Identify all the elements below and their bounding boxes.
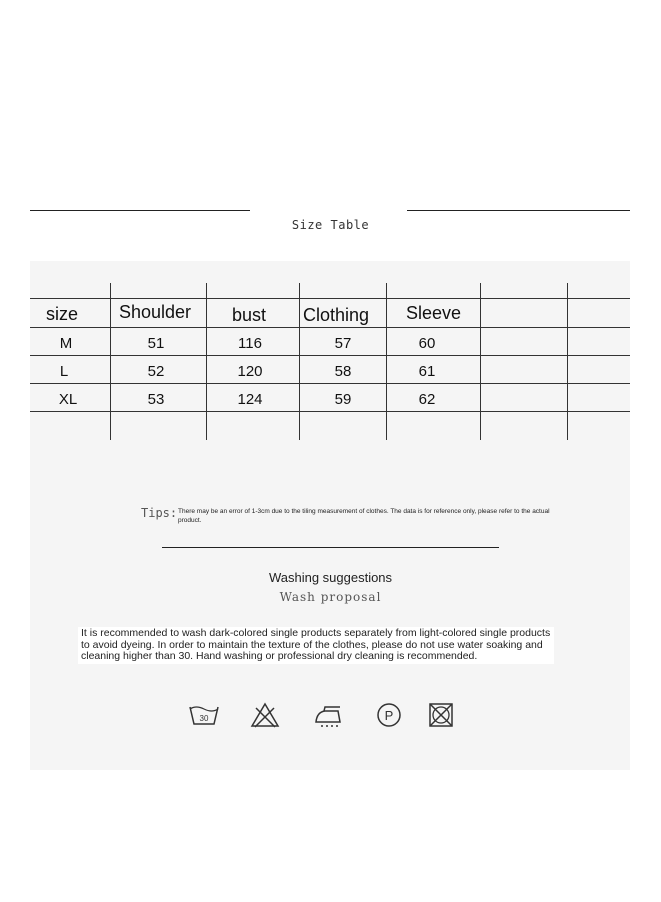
cell-bust: 124 — [237, 391, 263, 408]
header-shoulder: Shoulder — [119, 302, 192, 322]
tips-label: Tips: — [141, 506, 178, 520]
washing-body: It is recommended to wash dark-colored single products separately from light-colored single products to avoid dyeing. In order to maintain the texture of the clothes, please do not use water soaking and cleaning higher than 30. Hand washing or professional dry cleaning is recommended. — [78, 627, 554, 664]
cell-size: L — [59, 363, 69, 380]
cell-shoulder: 51 — [147, 335, 165, 352]
wash-temperature-label: 30 — [199, 714, 209, 723]
table-column-rule — [480, 283, 481, 440]
cell-clothing: 59 — [334, 391, 352, 408]
header-clothing: Clothing — [303, 305, 370, 325]
cell-sleeve: 61 — [418, 363, 436, 380]
washing-subtitle: Wash proposal — [279, 590, 382, 604]
wash-30-icon — [187, 700, 221, 730]
tips-text: There may be an error of 1-3cm due to the tiling measurement of clothes. The data is for reference only, please refer to the actual product. — [178, 508, 550, 524]
iron-icon — [312, 700, 346, 730]
cell-size: XL — [58, 391, 78, 408]
no-tumble-dry-icon — [424, 700, 458, 730]
cell-clothing: 58 — [334, 363, 352, 380]
table-rule — [30, 355, 630, 356]
dry-clean-letter: P — [384, 708, 394, 723]
header-bust: bust — [232, 305, 267, 325]
cell-bust: 120 — [237, 363, 263, 380]
table-column-rule — [110, 283, 111, 440]
cell-sleeve: 60 — [418, 335, 436, 352]
title-rule-right — [407, 210, 630, 211]
no-bleach-icon — [248, 700, 282, 730]
table-column-rule — [299, 283, 300, 440]
header-size: size — [46, 304, 79, 324]
header-sleeve: Sleeve — [406, 303, 462, 323]
table-column-rule — [206, 283, 207, 440]
section-divider — [162, 547, 499, 548]
cell-sleeve: 62 — [418, 391, 436, 408]
cell-clothing: 57 — [334, 335, 352, 352]
page-title: Size Table — [291, 218, 370, 232]
title-rule-left — [30, 210, 250, 211]
cell-size: M — [59, 335, 73, 352]
table-rule — [30, 327, 630, 328]
table-rule — [30, 298, 630, 299]
table-rule — [30, 383, 630, 384]
dry-clean-p-icon — [372, 700, 406, 730]
table-column-rule — [567, 283, 568, 440]
washing-title: Washing suggestions — [268, 570, 393, 585]
cell-shoulder: 52 — [147, 363, 165, 380]
cell-shoulder: 53 — [147, 391, 165, 408]
cell-bust: 116 — [238, 335, 262, 352]
table-rule — [30, 411, 630, 412]
table-column-rule — [386, 283, 387, 440]
